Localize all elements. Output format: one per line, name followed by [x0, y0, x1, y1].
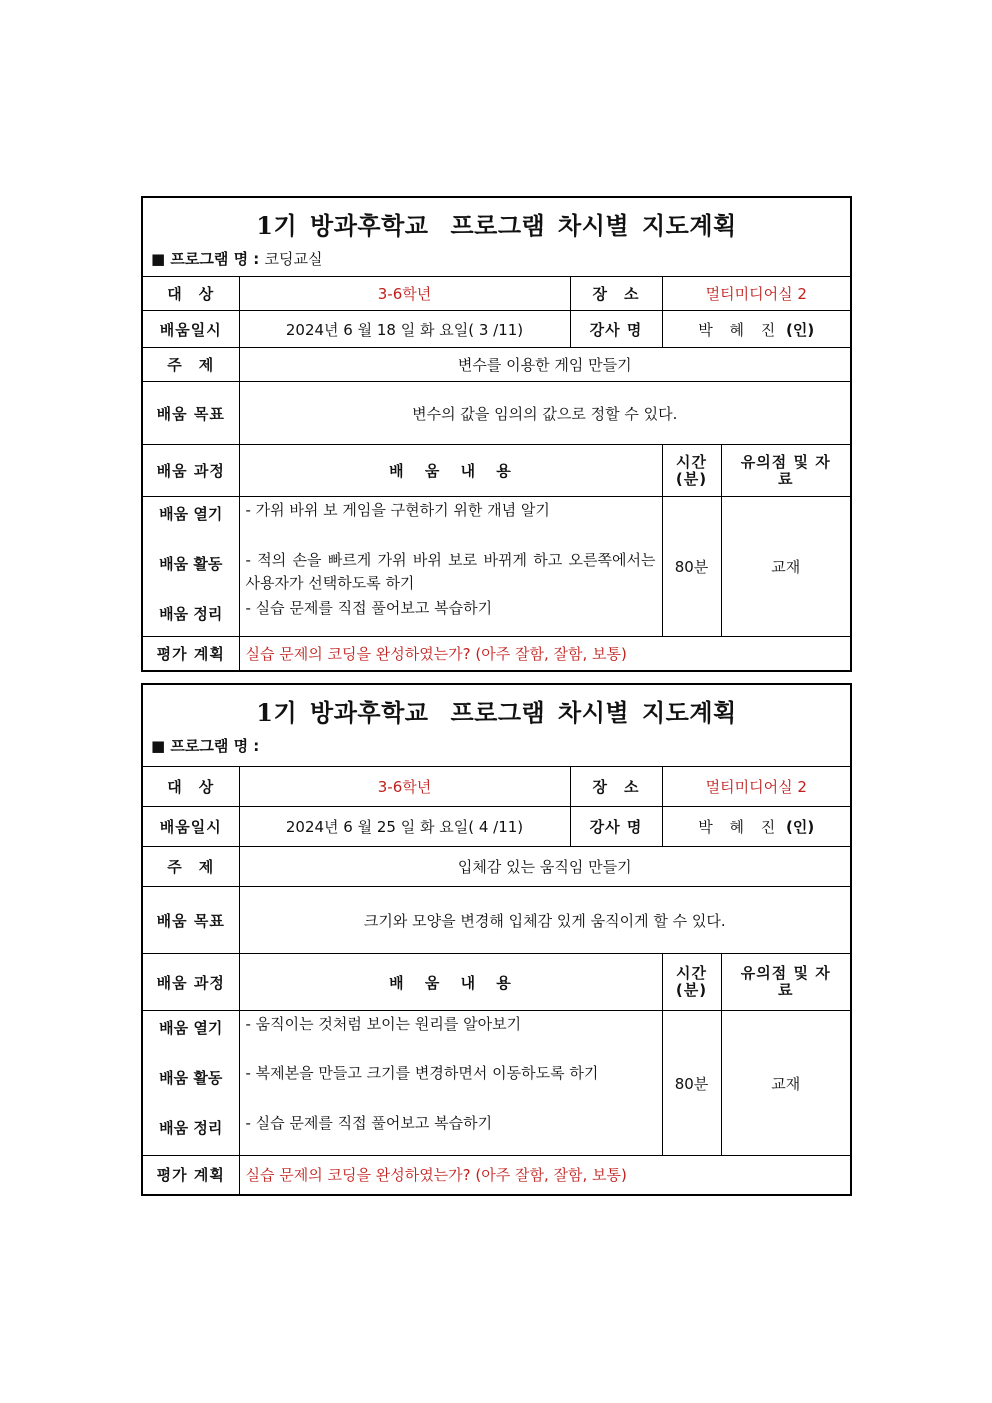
- lesson-plan-2: [141, 683, 852, 1196]
- teacher-seal: (인): [786, 818, 815, 836]
- program-name-row: [143, 248, 323, 269]
- content-item: - 가위 바위 보 게임을 구현하기 위한 개념 알기: [245, 501, 550, 519]
- time-value: 80분: [662, 1011, 721, 1156]
- content-label: 배 움 내 용: [239, 954, 662, 1011]
- eval-value: 실습 문제의 코딩을 완성하였는가? (아주 잘함, 잘함, 보통): [239, 637, 850, 671]
- notes-value: 교재: [721, 1011, 850, 1156]
- program-name-value: 코딩교실: [264, 250, 323, 268]
- teacher-cell: [662, 807, 850, 847]
- time-value: 80분: [662, 497, 721, 637]
- place-label: 장 소: [570, 277, 662, 311]
- plan-title-part-b: 프로그램 차시별 지도계획: [450, 698, 737, 727]
- target-label: 대 상: [143, 277, 239, 311]
- teacher-value: 박 혜 진: [698, 818, 782, 836]
- place-value: 멀티미디어실 2: [662, 277, 850, 311]
- topic-label: 주 제: [143, 348, 239, 382]
- stage-activity: 배움 활동: [159, 1069, 223, 1087]
- topic-value: 입체감 있는 움직임 만들기: [239, 847, 850, 887]
- topic-value: 변수를 이용한 게임 만들기: [239, 348, 850, 382]
- plan-title-part-a: 1기 방과후학교: [256, 211, 429, 240]
- content-list: [239, 497, 662, 637]
- teacher-label: 강사 명: [570, 311, 662, 348]
- stage-list: [143, 497, 239, 637]
- plan-title: [143, 206, 850, 241]
- plan-title: [143, 693, 850, 728]
- goal-value: 크기와 모양을 변경해 입체감 있게 움직이게 할 수 있다.: [239, 887, 850, 954]
- teacher-label: 강사 명: [570, 807, 662, 847]
- topic-label: 주 제: [143, 847, 239, 887]
- eval-label: 평가 계획: [143, 1156, 239, 1194]
- lesson-plan-1: [141, 196, 852, 672]
- content-list: [239, 1011, 662, 1156]
- program-name-label: ■ 프로그램 명 :: [151, 250, 260, 268]
- eval-value: 실습 문제의 코딩을 완성하였는가? (아주 잘함, 잘함, 보통): [239, 1156, 850, 1194]
- time-label: 시간 (분): [662, 954, 721, 1011]
- notes-label: 유의점 및 자료: [721, 445, 850, 497]
- date-value: 2024년 6 월 18 일 화 요일( 3 /11): [239, 311, 570, 348]
- plan-table: [143, 276, 850, 671]
- stage-open: 배움 열기: [159, 1019, 223, 1037]
- process-label: 배움 과정: [143, 954, 239, 1011]
- content-item: - 움직이는 것처럼 보이는 원리를 알아보기: [245, 1015, 522, 1033]
- plan-title-part-b: 프로그램 차시별 지도계획: [450, 211, 737, 240]
- program-name-label: ■ 프로그램 명 :: [151, 737, 260, 755]
- target-value: 3-6학년: [239, 767, 570, 807]
- time-label: 시간 (분): [662, 445, 721, 497]
- goal-label: 배움 목표: [143, 382, 239, 445]
- content-item: - 복제본을 만들고 크기를 변경하면서 이동하도록 하기: [245, 1064, 599, 1082]
- notes-value: 교재: [721, 497, 850, 637]
- place-label: 장 소: [570, 767, 662, 807]
- target-value: 3-6학년: [239, 277, 570, 311]
- notes-label: 유의점 및 자료: [721, 954, 850, 1011]
- content-item: - 적의 손을 빠르게 가위 바위 보로 바뀌게 하고 오른쪽에서는 사용자가 선택하도록 하기: [245, 551, 656, 592]
- stage-close: 배움 정리: [159, 605, 223, 623]
- content-item: - 실습 문제를 직접 풀어보고 복습하기: [245, 1114, 493, 1132]
- date-label: 배움일시: [143, 807, 239, 847]
- teacher-cell: [662, 311, 850, 348]
- plan-title-part-a: 1기 방과후학교: [256, 698, 429, 727]
- stage-close: 배움 정리: [159, 1119, 223, 1137]
- teacher-seal: (인): [786, 320, 815, 339]
- plan-table: [143, 766, 850, 1194]
- teacher-value: 박 혜 진: [698, 320, 782, 339]
- date-label: 배움일시: [143, 311, 239, 348]
- place-value: 멀티미디어실 2: [662, 767, 850, 807]
- stage-open: 배움 열기: [159, 505, 223, 523]
- program-name-row: [143, 735, 259, 756]
- stage-list: [143, 1011, 239, 1156]
- content-label: 배 움 내 용: [239, 445, 662, 497]
- process-label: 배움 과정: [143, 445, 239, 497]
- date-value: 2024년 6 월 25 일 화 요일( 4 /11): [239, 807, 570, 847]
- goal-label: 배움 목표: [143, 887, 239, 954]
- eval-label: 평가 계획: [143, 637, 239, 671]
- content-item: - 실습 문제를 직접 풀어보고 복습하기: [245, 599, 493, 617]
- target-label: 대 상: [143, 767, 239, 807]
- goal-value: 변수의 값을 임의의 값으로 정할 수 있다.: [239, 382, 850, 445]
- stage-activity: 배움 활동: [159, 555, 223, 573]
